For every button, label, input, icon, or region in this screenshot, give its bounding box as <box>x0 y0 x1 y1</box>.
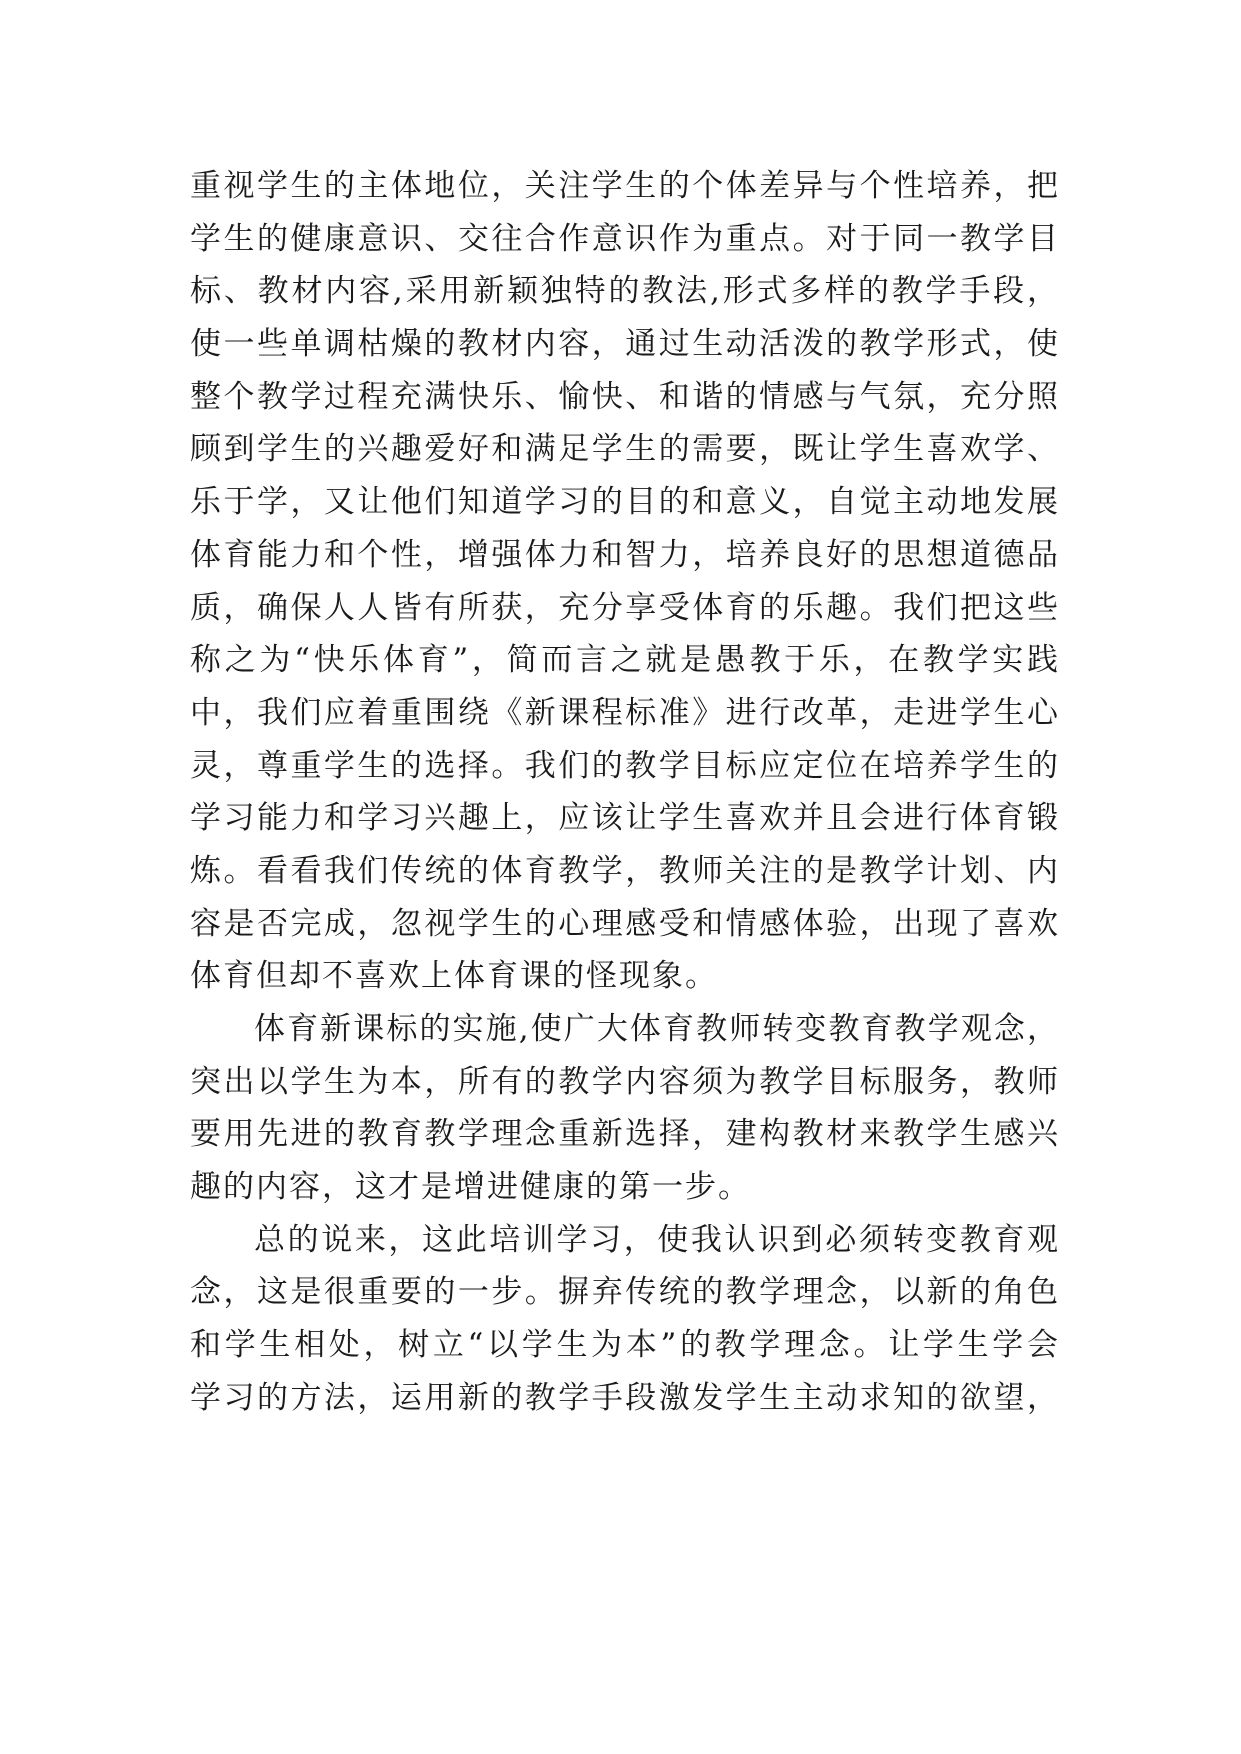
paragraph <box>190 1003 1060 1214</box>
text-line: 和学生相处，树立“以学生为本”的教学理念。让学生学会 <box>190 1327 1060 1364</box>
paragraph <box>190 1214 1060 1425</box>
text-line: 学习的方法，运用新的教学手段激发学生主动求知的欲望， <box>190 1379 1060 1416</box>
text-line: 质，确保人人皆有所获，充分享受体育的乐趣。我们把这些 <box>190 589 1060 626</box>
text-line: 整个教学过程充满快乐、愉快、和谐的情感与气氛，充分照 <box>190 378 1060 415</box>
text-line: 使一些单调枯燥的教材内容，通过生动活泼的教学形式，使 <box>190 326 1060 363</box>
text-line: 灵，尊重学生的选择。我们的教学目标应定位在培养学生的 <box>190 747 1060 784</box>
text-line: 重视学生的主体地位，关注学生的个体差异与个性培养，把 <box>190 168 1060 204</box>
text-line: 容是否完成，忽视学生的心理感受和情感体验，出现了喜欢 <box>190 905 1060 942</box>
text-line: 体育能力和个性，增强体力和智力，培养良好的思想道德品 <box>190 536 1060 573</box>
text-line: 趣的内容，这才是增进健康的第一步。 <box>190 1169 751 1206</box>
text-line: 乐于学，又让他们知道学习的目的和意义，自觉主动地发展 <box>190 484 1060 521</box>
text-line: 体育新课标的实施,使广大体育教师转变教育教学观念， <box>254 1011 1060 1047</box>
text-line: 念，这是很重要的一步。摒弃传统的教学理念，以新的角色 <box>190 1274 1060 1311</box>
paragraph <box>190 160 1060 1003</box>
text-line: 体育但却不喜欢上体育课的怪现象。 <box>190 958 718 995</box>
text-line: 要用先进的教育教学理念重新选择，建构教材来教学生感兴 <box>190 1116 1060 1153</box>
text-line: 学生的健康意识、交往合作意识作为重点。对于同一教学目 <box>190 220 1060 257</box>
text-line: 中，我们应着重围绕《新课程标准》进行改革，走进学生心 <box>190 694 1060 731</box>
text-line: 学习能力和学习兴趣上，应该让学生喜欢并且会进行体育锻 <box>190 800 1060 837</box>
text-line: 标、教材内容,采用新颖独特的教法,形式多样的教学手段， <box>190 273 1060 310</box>
text-line: 称之为“快乐体育”，简而言之就是愚教于乐，在教学实践 <box>190 642 1060 679</box>
text-line: 炼。看看我们传统的体育教学，教师关注的是教学计划、内 <box>190 852 1060 889</box>
body-text <box>190 160 1060 1425</box>
text-line: 突出以学生为本，所有的教学内容须为教学目标服务，教师 <box>190 1063 1060 1100</box>
text-line: 顾到学生的兴趣爱好和满足学生的需要，既让学生喜欢学、 <box>190 431 1060 468</box>
text-line: 总的说来，这此培训学习，使我认识到必须转变教育观 <box>254 1221 1060 1258</box>
